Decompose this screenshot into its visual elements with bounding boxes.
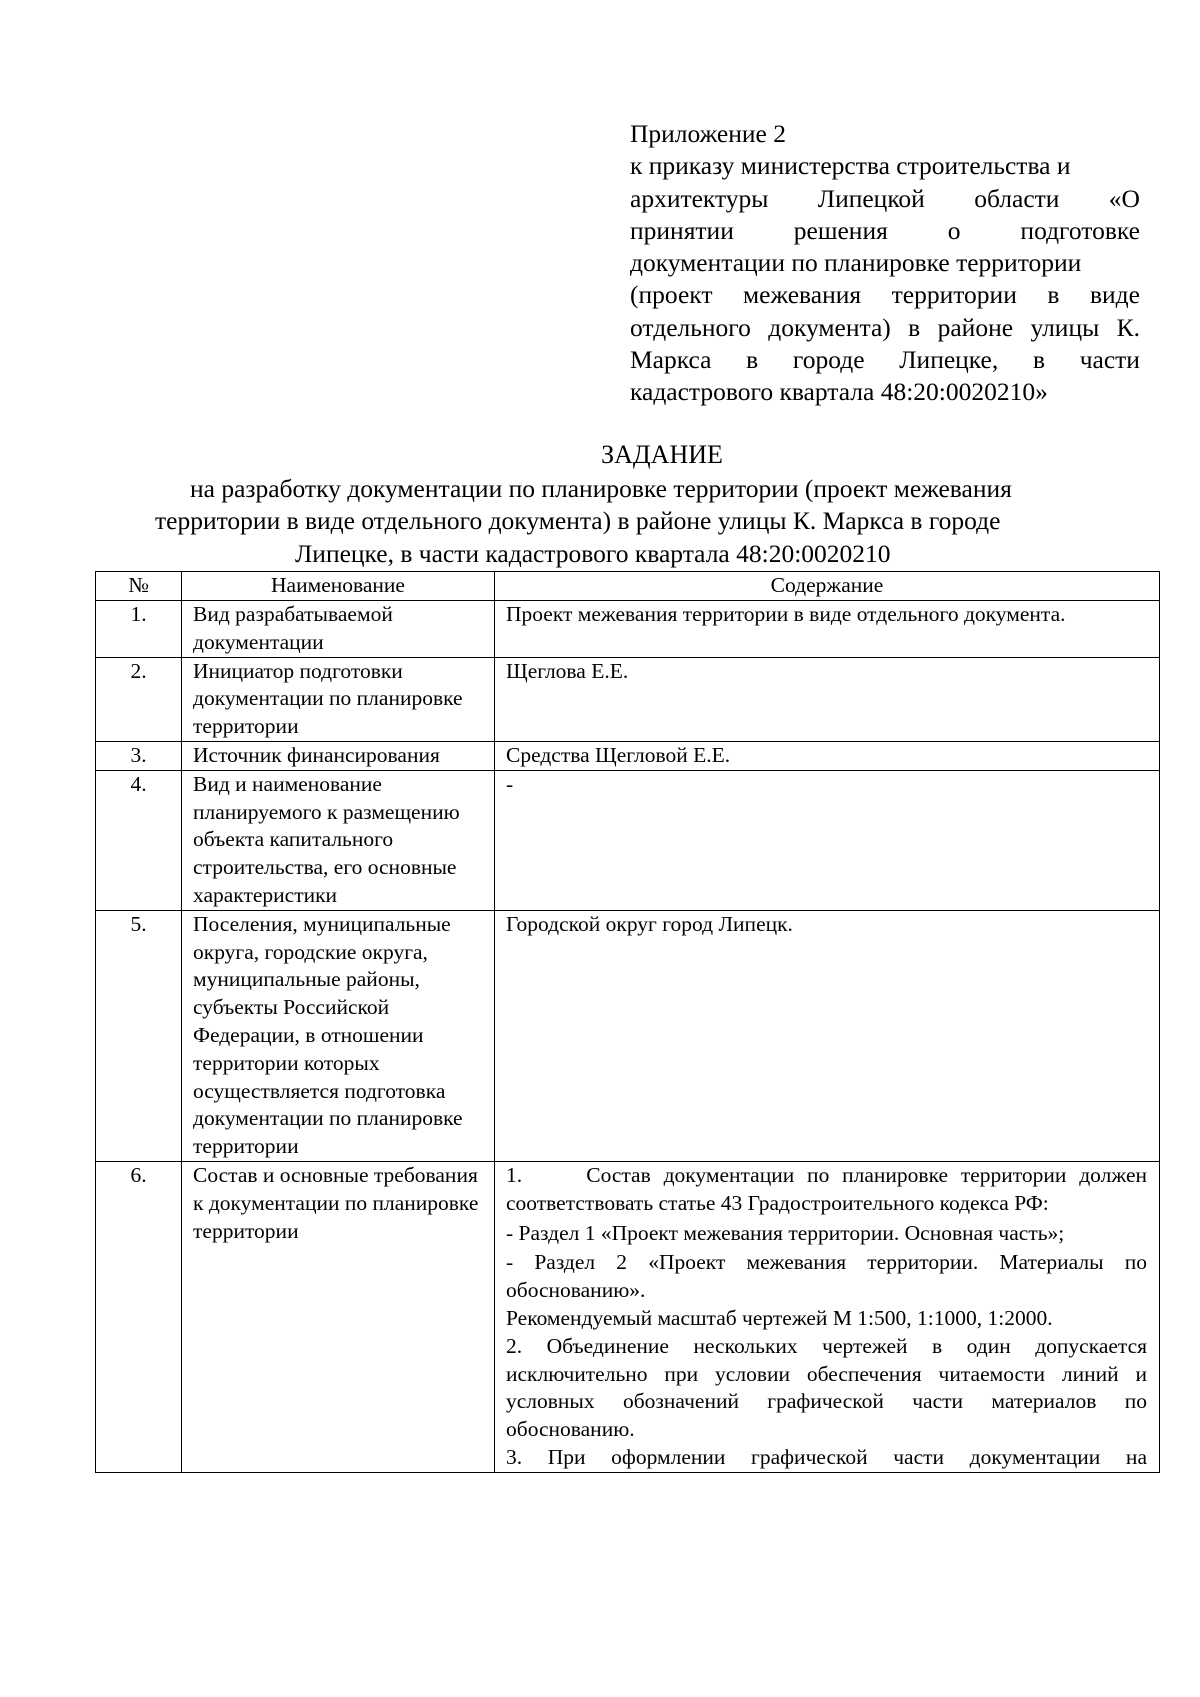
content-paragraph: 2. Объединение нескольких чертежей в один допускается исключительно при условии обеспечения читаемости линий и условных обозначений графической части материалов по обоснованию. xyxy=(506,1333,1147,1442)
appendix-line: Приложение 2 xyxy=(630,119,786,148)
appendix-word: виде xyxy=(1089,280,1140,310)
appendix-line xyxy=(630,312,1140,344)
table-row xyxy=(96,770,1160,910)
appendix-word: районе xyxy=(937,312,1014,342)
appendix-word: в xyxy=(1032,345,1045,375)
appendix-line: документации по планировке территории xyxy=(630,248,1082,278)
row-number: 4. xyxy=(96,770,182,910)
row-number: 2. xyxy=(96,657,182,741)
row-name: Инициатор подготовки документации по планировке территории xyxy=(182,657,495,741)
row-name: Поселения, муниципальные округа, городские округа, муниципальные районы, субъекты Российской Федерации, в отношении территории которых осуществляется подготовка документации по планировке территории xyxy=(182,910,495,1161)
document-title: ЗАДАНИЕ xyxy=(601,440,723,469)
appendix-word: области xyxy=(974,183,1060,213)
content-paragraph: Городской округ город Липецк. xyxy=(506,911,793,936)
appendix-word: территории xyxy=(891,280,1017,310)
appendix-word: в xyxy=(1047,280,1060,310)
appendix-line xyxy=(630,215,1140,247)
row-number: 1. xyxy=(96,601,182,658)
appendix-word: К. xyxy=(1116,312,1140,342)
content-paragraph: - Раздел 2 «Проект межевания территории. Материалы по обоснованию». xyxy=(506,1250,1147,1303)
row-content xyxy=(495,910,1160,1161)
table-header-row xyxy=(96,572,1160,601)
appendix-word: Липецке, xyxy=(899,345,999,375)
appendix-word: подготовке xyxy=(1020,215,1140,245)
row-number: 5. xyxy=(96,910,182,1161)
row-content xyxy=(495,770,1160,910)
content-paragraph: Щеглова Е.Е. xyxy=(506,658,629,683)
appendix-word: решения xyxy=(793,215,888,245)
row-number: 3. xyxy=(96,741,182,770)
content-paragraph: Средства Щегловой Е.Е. xyxy=(506,742,731,767)
appendix-line xyxy=(630,279,1140,311)
content-paragraph: 3. При оформлении графической части документации на xyxy=(506,1444,1147,1469)
table-row xyxy=(96,601,1160,658)
appendix-word: «О xyxy=(1108,183,1140,213)
appendix-word: отдельного xyxy=(630,312,751,342)
column-header-number: № xyxy=(96,572,182,601)
table-row xyxy=(96,741,1160,770)
row-name: Вид и наименование планируемого к размещению объекта капитального строительства, его основные характеристики xyxy=(182,770,495,910)
row-name: Вид разрабатываемой документации xyxy=(182,601,495,658)
row-content xyxy=(495,1161,1160,1472)
appendix-word: Маркса xyxy=(630,345,712,375)
appendix-word: городе xyxy=(792,345,865,375)
appendix-word: улицы xyxy=(1030,312,1100,342)
appendix-word: Липецкой xyxy=(817,183,925,213)
appendix-word: принятии xyxy=(630,215,734,245)
subtitle-line: на разработку документации по планировке территории (проект межевания xyxy=(190,474,1012,503)
task-table xyxy=(95,571,1160,1473)
row-number: 6. xyxy=(96,1161,182,1472)
appendix-line: кадастрового квартала 48:20:0020210» xyxy=(630,377,1048,407)
appendix-word: части xyxy=(1079,345,1140,375)
content-paragraph: Рекомендуемый масштаб чертежей М 1:500, 1:1000, 1:2000. xyxy=(506,1305,1053,1330)
subtitle-line: Липецке, в части кадастрового квартала 48:20:0020210 xyxy=(295,538,891,568)
appendix-block xyxy=(630,118,1140,409)
appendix-word: архитектуры xyxy=(630,183,769,213)
content-paragraph: 1. Состав документации по планировке территории должен соответствовать статье 43 Градостроительного кодекса РФ: xyxy=(506,1162,1153,1215)
appendix-word: межевания xyxy=(743,280,862,310)
subtitle-line: территории в виде отдельного документа) в районе улицы К. Маркса в городе xyxy=(155,506,1001,536)
row-name: Источник финансирования xyxy=(182,741,495,770)
appendix-word: в xyxy=(746,345,759,375)
appendix-line xyxy=(630,344,1140,376)
table-row xyxy=(96,657,1160,741)
document-subtitle xyxy=(0,473,1200,570)
column-header-content: Содержание xyxy=(495,572,1160,601)
content-paragraph: - Раздел 1 «Проект межевания территории. Основная часть»; xyxy=(506,1220,1065,1245)
appendix-line xyxy=(630,183,1140,215)
appendix-word: документа) xyxy=(768,312,891,342)
row-content xyxy=(495,601,1160,658)
table-row xyxy=(96,1161,1160,1472)
row-content xyxy=(495,741,1160,770)
appendix-word: в xyxy=(908,312,921,342)
appendix-word: о xyxy=(947,215,961,245)
row-content xyxy=(495,657,1160,741)
appendix-word: (проект xyxy=(630,280,713,310)
appendix-line: к приказу министерства строительства и xyxy=(630,151,1071,181)
row-name: Состав и основные требования к документации по планировке территории xyxy=(182,1161,495,1472)
column-header-name: Наименование xyxy=(182,572,495,601)
content-paragraph: Проект межевания территории в виде отдельного документа. xyxy=(506,602,1066,626)
content-paragraph: - xyxy=(506,771,514,796)
table-row xyxy=(96,910,1160,1161)
